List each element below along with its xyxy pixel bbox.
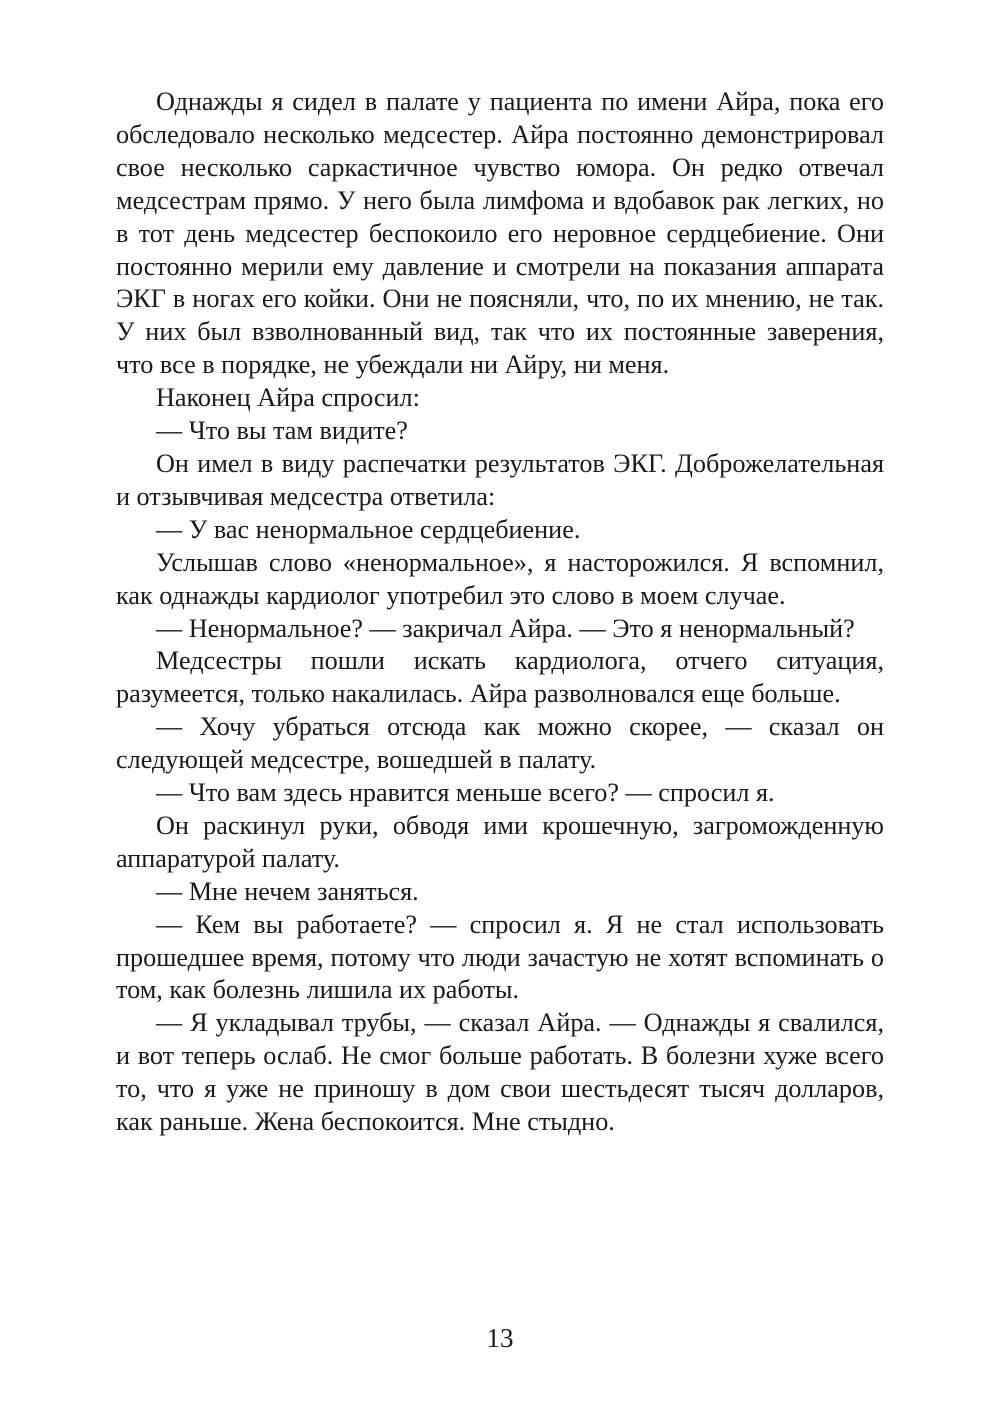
body-text — [116, 86, 884, 1139]
paragraph: — Хочу убраться отсюда как можно скорее, — сказал он следующей медсестре, вошедшей в палату. — [116, 712, 884, 775]
paragraph: Медсестры пошли искать кардиолога, отчего ситуация, разумеется, только накалилась. Айра разволновался еще больше. — [116, 646, 884, 709]
page-number: 13 — [486, 1323, 514, 1353]
paragraph: — Что вам здесь нравится меньше всего? — спросил я. — [156, 778, 775, 808]
paragraph: Наконец Айра спросил: — [156, 383, 420, 413]
paragraph: — Что вы там видите? — [156, 416, 408, 446]
paragraph: Услышав слово «ненормальное», я насторожился. Я вспомнил, как однажды кардиолог употребил это слово в моем случае. — [116, 547, 884, 610]
paragraph: Он имел в виду распечатки результатов ЭКГ. Доброжелательная и отзывчивая медсестра ответила: — [116, 448, 884, 511]
paragraph: — Кем вы работаете? — спросил я. Я не стал использовать прошедшее время, потому что люди зачастую не хотят вспоминать о том, как болезнь лишила их работы. — [116, 909, 884, 1005]
paragraph: Он раскинул руки, обводя ими крошечную, загроможденную аппаратурой палату. — [116, 810, 884, 873]
paragraph: — У вас ненормальное сердцебиение. — [156, 514, 581, 544]
paragraph: — Я укладывал трубы, — сказал Айра. — Однажды я свалился, и вот теперь ослаб. Не смог больше работать. В болезни хуже всего то, что я уже не приношу в дом свои шестьдесят тысяч долларов, как раньше. Жена беспокоится. Мне стыдно. — [116, 1008, 884, 1137]
paragraph: — Ненормальное? — закричал Айра. — Это я ненормальный? — [156, 613, 855, 643]
paragraph: — Мне нечем заняться. — [156, 876, 419, 906]
paragraph: Однажды я сидел в палате у пациента по имени Айра, пока его обследовало несколько медсестер. Айра постоянно демонстрировал свое несколько саркастичное чувство юмора. Он редко отвечал медсестрам прямо. У него была лимфома и вдобавок рак легких, но в тот день медсестер беспокоило его неровное сердцебиение. Они постоянно мерили ему давление и смотрели на показания аппарата ЭКГ в ногах его койки. Они не поясняли, что, по их мнению, не так. У них был взволнованный вид, так что их постоянные заверения, что все в порядке, не убеждали ни Айру, ни меня. — [116, 87, 884, 380]
